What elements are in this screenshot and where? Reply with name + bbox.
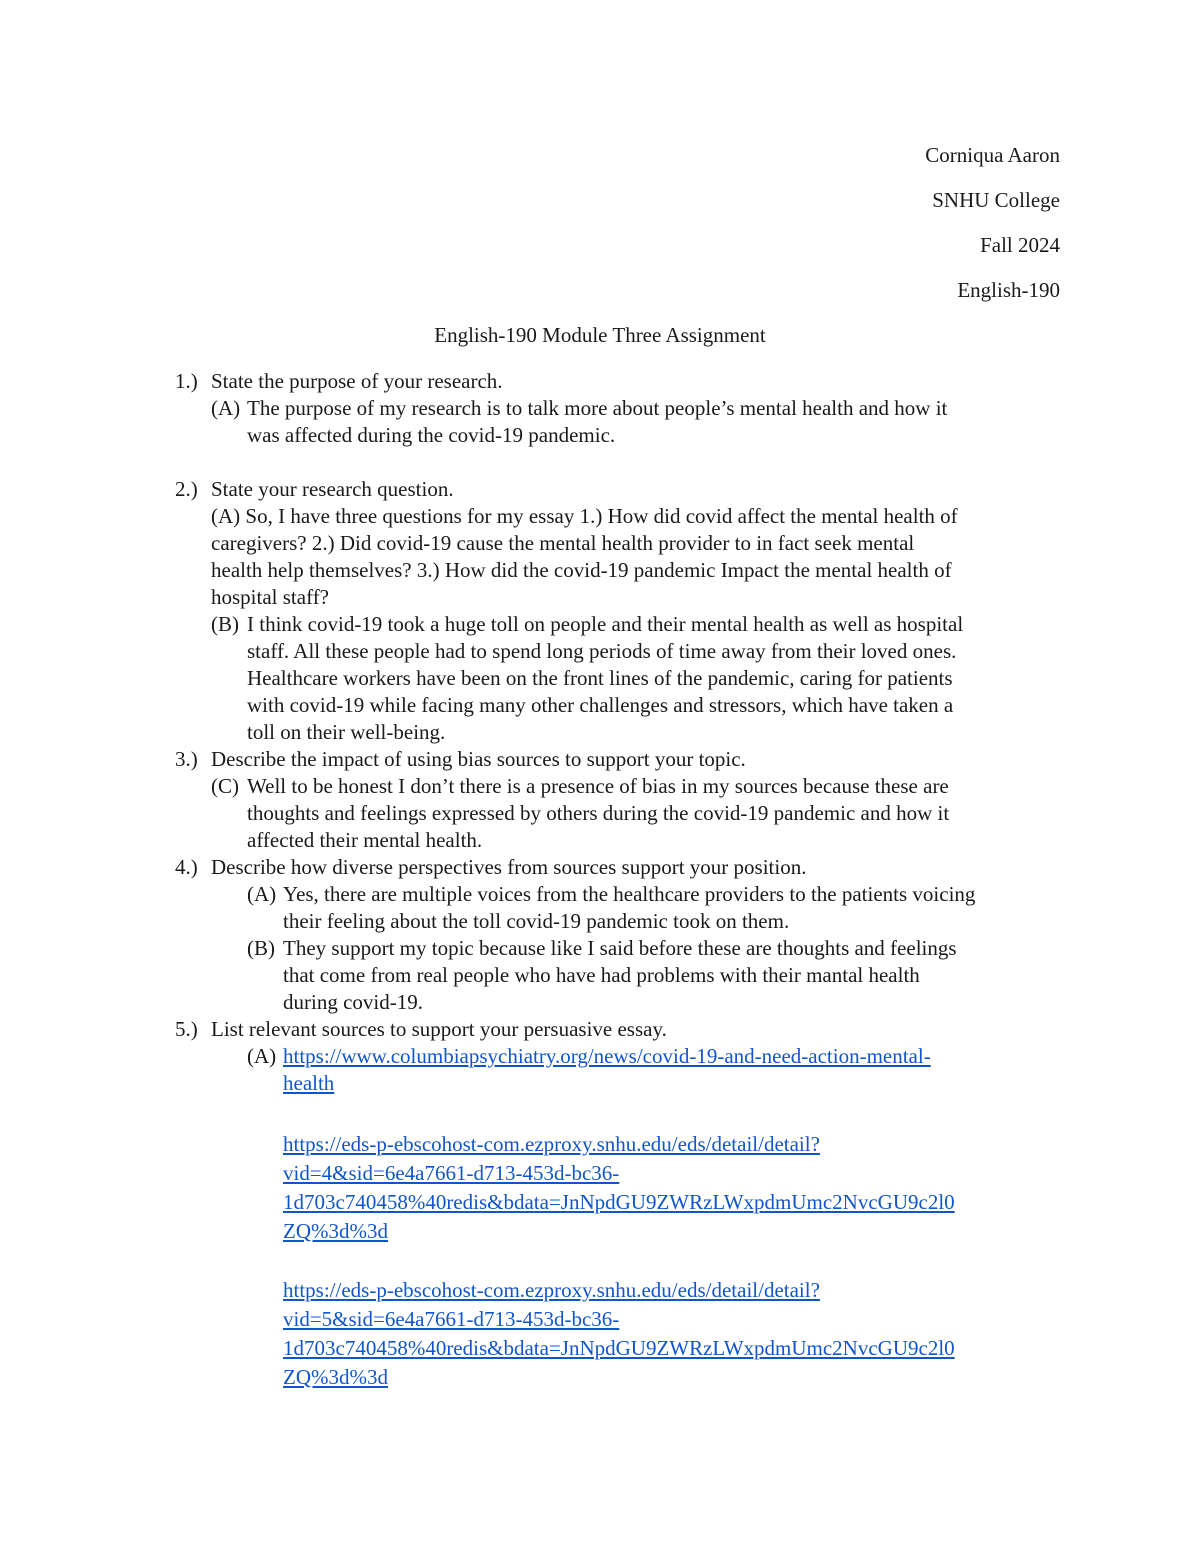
q1-answer-a-line: was affected during the covid-19 pandemic. (247, 423, 616, 447)
q2-answer-b-line: Healthcare workers have been on the front lines of the pandemic, caring for patients (247, 666, 953, 690)
source-link-2[interactable]: ZQ%3d%3d (283, 1219, 388, 1243)
q2-answer-b-marker: (B) (211, 612, 239, 636)
q2-prompt: State your research question. (211, 477, 454, 501)
q4-answer-a-line: their feeling about the toll covid-19 pandemic took on them. (283, 909, 790, 933)
source-link-3[interactable]: vid=5&sid=6e4a7661-d713-453d-bc36- (283, 1307, 620, 1331)
q3-answer-c-marker: (C) (211, 774, 239, 798)
q2-answer-a-line: health help themselves? 3.) How did the covid-19 pandemic Impact the mental health of (211, 558, 952, 582)
author-name: Corniqua Aaron (925, 143, 1060, 167)
q4-answer-a-marker: (A) (247, 882, 277, 906)
source-link-1[interactable]: https://www.columbiapsychiatry.org/news/covid-19-and-need-action-mental- (283, 1044, 931, 1068)
q2-number: 2.) (175, 477, 198, 501)
q4-answer-b-marker: (B) (247, 936, 275, 960)
q3-answer-c-line: thoughts and feelings expressed by others during the covid-19 pandemic and how it (247, 801, 950, 825)
q4-answer-b-line: that come from real people who have had problems with their mantal health (283, 963, 920, 987)
q4-answer-b-line: They support my topic because like I said before these are thoughts and feelings (283, 936, 957, 960)
source-link-2[interactable]: vid=4&sid=6e4a7661-d713-453d-bc36- (283, 1161, 620, 1185)
q5-number: 5.) (175, 1017, 198, 1041)
source-link-2[interactable]: 1d703c740458%40redis&bdata=JnNpdGU9ZWRzLWxpdmUmc2NvcGU9c2l0 (283, 1190, 955, 1214)
q2-answer-b-line: with covid-19 while facing many other challenges and stressors, which have taken a (247, 693, 954, 717)
q2-answer-a-line: caregivers? 2.) Did covid-19 cause the mental health provider to in fact seek mental (211, 531, 915, 555)
course-name: English-190 (957, 278, 1060, 302)
q2-answer-b-line: toll on their well-being. (247, 720, 446, 744)
q3-number: 3.) (175, 747, 198, 771)
q5-answer-a-marker: (A) (247, 1044, 277, 1068)
q1-answer-a-line: The purpose of my research is to talk more about people’s mental health and how it (247, 396, 948, 420)
q4-answer-b-line: during covid-19. (283, 990, 423, 1014)
source-link-2[interactable]: https://eds-p-ebscohost-com.ezproxy.snhu.edu/eds/detail/detail? (283, 1132, 820, 1156)
q4-number: 4.) (175, 855, 198, 879)
source-link-3[interactable]: 1d703c740458%40redis&bdata=JnNpdGU9ZWRzLWxpdmUmc2NvcGU9c2l0 (283, 1336, 955, 1360)
term: Fall 2024 (980, 233, 1060, 257)
q1-number: 1.) (175, 369, 198, 393)
source-link-1[interactable]: health (283, 1071, 335, 1095)
q1-answer-a-marker: (A) (211, 396, 241, 420)
q4-prompt: Describe how diverse perspectives from sources support your position. (211, 855, 807, 879)
source-link-3[interactable]: https://eds-p-ebscohost-com.ezproxy.snhu.edu/eds/detail/detail? (283, 1278, 820, 1302)
q4-answer-a-line: Yes, there are multiple voices from the healthcare providers to the patients voicing (283, 882, 976, 906)
q3-answer-c-line: affected their mental health. (247, 828, 483, 852)
q2-answer-b-line: staff. All these people had to spend long periods of time away from their loved ones. (247, 639, 957, 663)
q2-answer-b-line: I think covid-19 took a huge toll on people and their mental health as well as hospital (247, 612, 964, 636)
q5-prompt: List relevant sources to support your persuasive essay. (211, 1017, 667, 1041)
q3-prompt: Describe the impact of using bias sources to support your topic. (211, 747, 746, 771)
q2-answer-a-line: (A) So, I have three questions for my essay 1.) How did covid affect the mental health of (211, 504, 958, 528)
document-title: English-190 Module Three Assignment (434, 323, 766, 347)
source-link-3[interactable]: ZQ%3d%3d (283, 1365, 388, 1389)
college-name: SNHU College (932, 188, 1060, 212)
q3-answer-c-line: Well to be honest I don’t there is a presence of bias in my sources because these are (247, 774, 949, 798)
q1-prompt: State the purpose of your research. (211, 369, 503, 393)
q2-answer-a-line: hospital staff? (211, 585, 330, 609)
